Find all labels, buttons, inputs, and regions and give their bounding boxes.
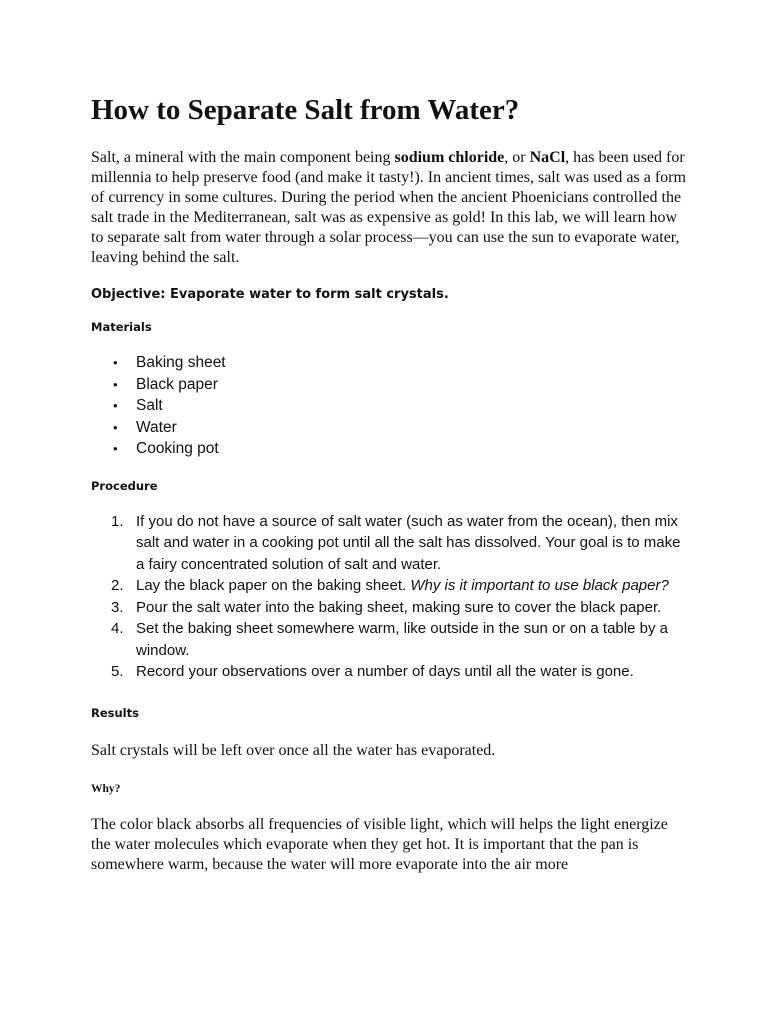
bullet-icon: •	[113, 419, 118, 435]
list-item	[91, 352, 691, 374]
list-item	[91, 417, 691, 439]
procedure-heading: Procedure	[91, 478, 158, 493]
procedure-step	[91, 511, 691, 576]
materials-list	[91, 352, 691, 460]
procedure-step	[91, 575, 691, 597]
results-heading: Results	[91, 705, 139, 720]
why-heading: Why?	[91, 782, 121, 795]
material-label: Baking sheet	[136, 354, 226, 371]
step-number: 4.	[111, 620, 124, 637]
step-number: 2.	[111, 577, 124, 594]
document-page	[91, 92, 691, 875]
list-item	[91, 374, 691, 396]
material-label: Black paper	[136, 375, 218, 393]
step-number: 3.	[111, 598, 124, 616]
intro-bold-nacl: NaCl	[529, 149, 566, 166]
bullet-icon: •	[113, 441, 118, 456]
step-text: Lay the black paper on the baking sheet.	[136, 577, 411, 594]
bullet-icon: •	[113, 398, 118, 413]
procedure-step	[91, 618, 691, 661]
step-number: 5.	[111, 663, 124, 680]
intro-text-3: , has been used for millennia to help preserve food (and make it tasty!). In ancient times, salt was used as a form of currency in some cultures. During the period when the ancient Phoenicians controlled the salt trade in the Mediterranean, salt was as expensive as gold! In this lab, we will learn how to separate salt from water through a solar process—you can use the sun to evaporate water, leaving behind the salt.	[91, 149, 686, 266]
step-text: Record your observations over a number of days until all the water is gone.	[136, 663, 634, 680]
intro-text-1: Salt, a mineral with the main component being	[91, 149, 395, 166]
step-number: 1.	[111, 512, 124, 530]
objective-heading: Objective: Evaporate water to form salt crystals.	[91, 287, 449, 302]
material-label: Salt	[136, 397, 163, 414]
intro-text-2: , or	[504, 149, 530, 166]
step-text: If you do not have a source of salt water (such as water from the ocean), then mix salt and water in a cooking pot until all the salt has dissolved. Your goal is to make a fairy concentrated solution of salt and water.	[136, 512, 681, 573]
procedure-list	[91, 511, 691, 683]
bullet-icon: •	[113, 355, 118, 370]
intro-paragraph	[91, 148, 691, 268]
page-title: How to Separate Salt from Water?	[91, 94, 520, 126]
step-text: Set the baking sheet somewhere warm, like outside in the sun or on a table by a window.	[136, 620, 668, 659]
list-item	[91, 438, 691, 460]
procedure-step	[91, 661, 691, 683]
bullet-icon: •	[113, 376, 118, 392]
step-question: Why is it important to use black paper?	[410, 577, 669, 594]
materials-heading: Materials	[91, 320, 152, 334]
procedure-step	[91, 597, 691, 619]
step-text: Pour the salt water into the baking sheet, making sure to cover the black paper.	[136, 598, 662, 616]
material-label: Cooking pot	[136, 440, 219, 457]
intro-bold-sodium-chloride: sodium chloride	[394, 149, 505, 166]
list-item	[91, 395, 691, 417]
results-paragraph: Salt crystals will be left over once all the water has evaporated.	[91, 741, 496, 759]
why-paragraph: The color black absorbs all frequencies of visible light, which will helps the light energize the water molecules which evaporate when they get hot. It is important that the pan is somewhere warm, because the water will more evaporate into the air more	[91, 815, 668, 873]
material-label: Water	[136, 418, 177, 436]
